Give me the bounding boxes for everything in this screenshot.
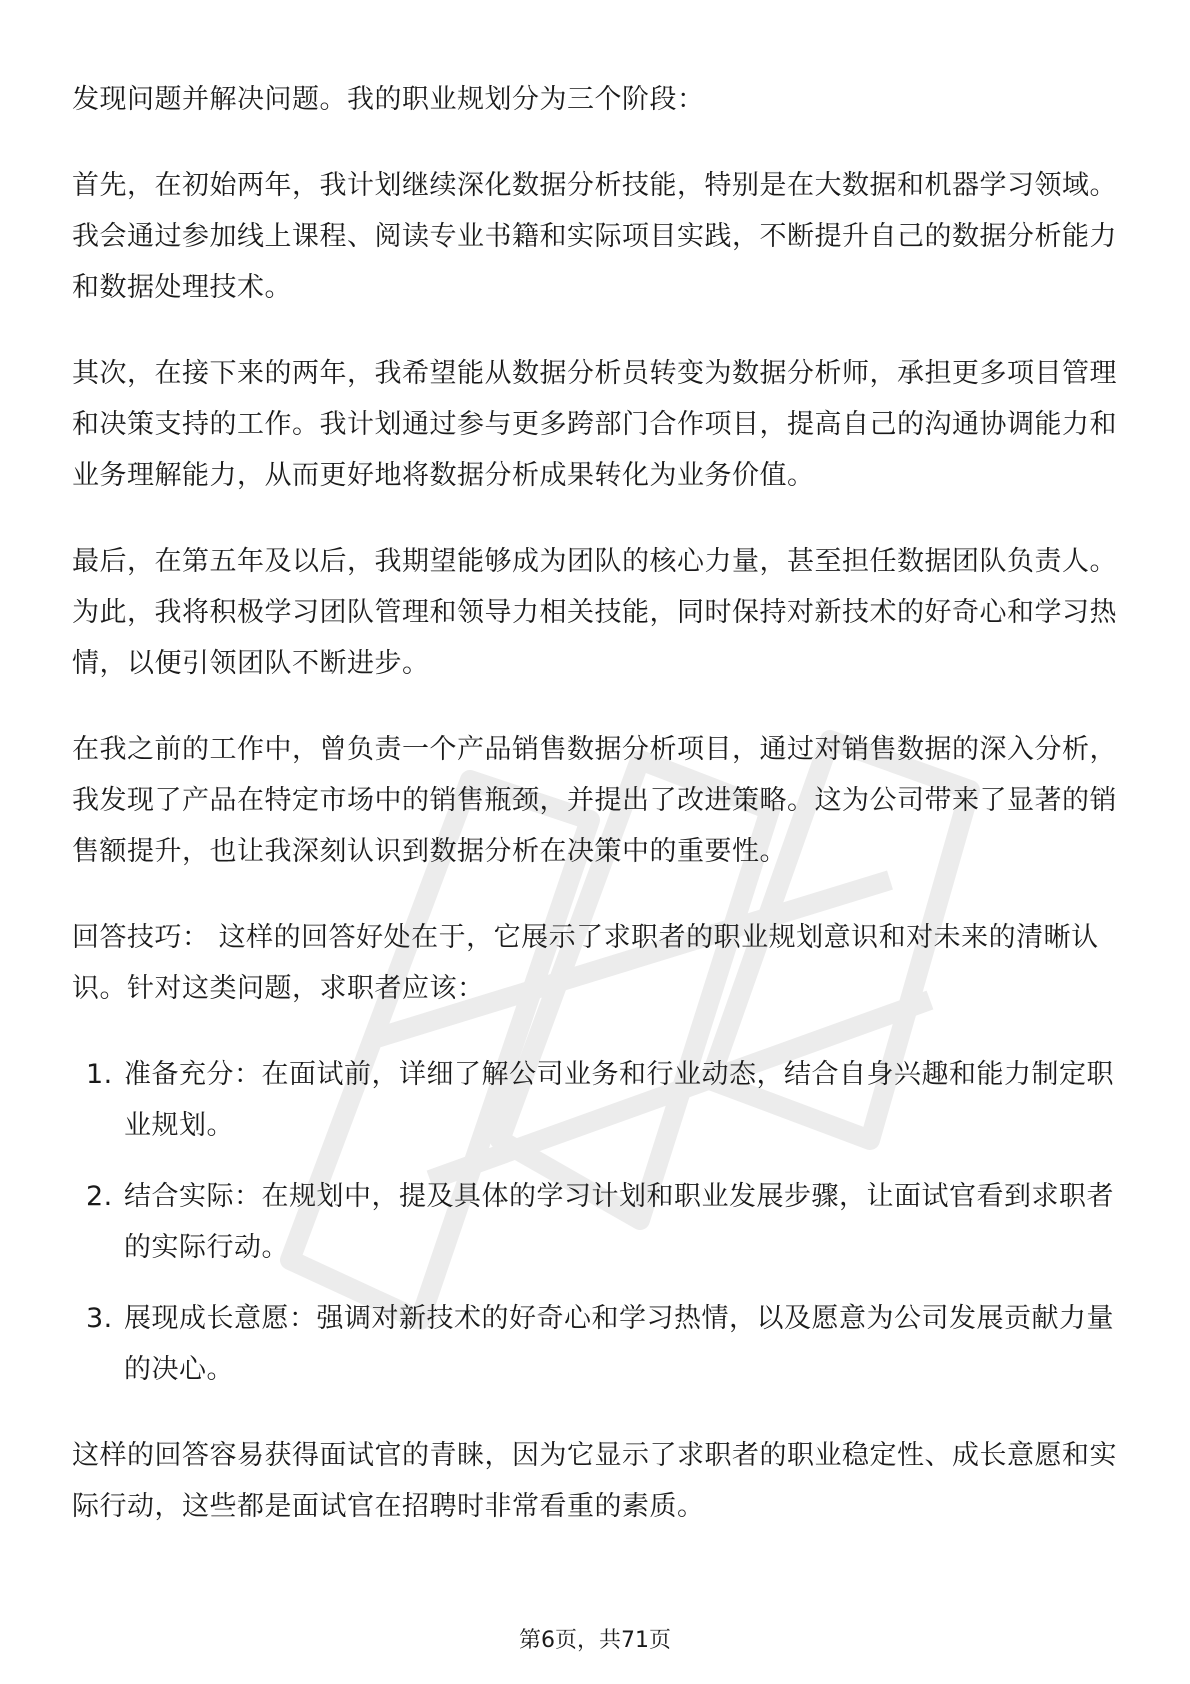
list-item-number: 2. <box>86 1181 113 1212</box>
document-body <box>72 74 1122 1567</box>
list-item <box>72 1171 1122 1273</box>
list-item-text: 准备充分：在面试前，详细了解公司业务和行业动态，结合自身兴趣和能力制定职业规划。 <box>124 1059 1114 1141</box>
list-item-text: 结合实际：在规划中，提及具体的学习计划和职业发展步骤，让面试官看到求职者的实际行动。 <box>124 1181 1114 1263</box>
paragraph-tips: 回答技巧： 这样的回答好处在于，它展示了求职者的职业规划意识和对未来的清晰认识。针对这类问题，求职者应该： <box>72 922 1099 1004</box>
paragraph-stage-3: 最后，在第五年及以后，我期望能够成为团队的核心力量，甚至担任数据团队负责人。为此，我将积极学习团队管理和领导力相关技能，同时保持对新技术的好奇心和学习热情，以便引领团队不断进步。 <box>72 546 1117 679</box>
paragraph-stage-2: 其次，在接下来的两年，我希望能从数据分析员转变为数据分析师，承担更多项目管理和决策支持的工作。我计划通过参与更多跨部门合作项目，提高自己的沟通协调能力和业务理解能力，从而更好地将数据分析成果转化为业务价值。 <box>72 358 1117 491</box>
list-item <box>72 1293 1122 1395</box>
list-item-text: 展现成长意愿：强调对新技术的好奇心和学习热情，以及愿意为公司发展贡献力量的决心。 <box>124 1303 1114 1385</box>
tips-list <box>72 1049 1122 1395</box>
list-item <box>72 1049 1122 1151</box>
list-item-number: 1. <box>86 1059 113 1090</box>
paragraph-conclusion: 这样的回答容易获得面试官的青睐，因为它显示了求职者的职业稳定性、成长意愿和实际行动，这些都是面试官在招聘时非常看重的素质。 <box>72 1440 1117 1522</box>
paragraph-experience: 在我之前的工作中，曾负责一个产品销售数据分析项目，通过对销售数据的深入分析，我发现了产品在特定市场中的销售瓶颈，并提出了改进策略。这为公司带来了显著的销售额提升，也让我深刻认识到数据分析在决策中的重要性。 <box>72 734 1117 867</box>
paragraph-stage-1: 首先，在初始两年，我计划继续深化数据分析技能，特别是在大数据和机器学习领域。我会通过参加线上课程、阅读专业书籍和实际项目实践，不断提升自己的数据分析能力和数据处理技术。 <box>72 170 1117 303</box>
list-item-number: 3. <box>86 1303 113 1334</box>
paragraph-intro: 发现问题并解决问题。我的职业规划分为三个阶段： <box>72 84 705 115</box>
page-number-footer: 第6页，共71页 <box>519 1628 671 1653</box>
